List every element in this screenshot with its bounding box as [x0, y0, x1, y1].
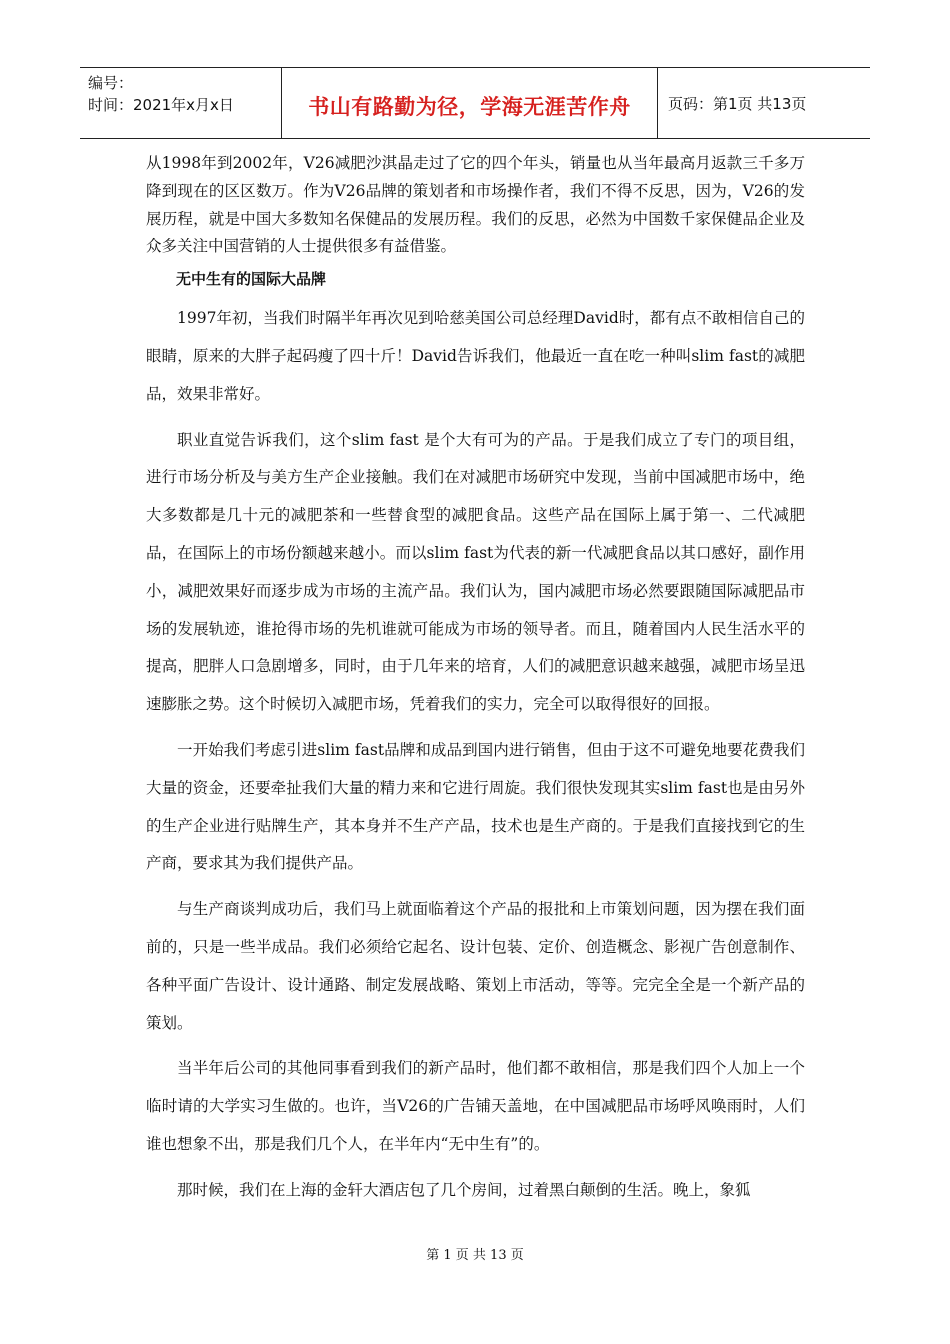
header-motto-cell — [282, 68, 658, 138]
body-paragraph: 一开始我们考虑引进slim fast品牌和成品到国内进行销售，但由于这不可避免地要花费我们大量的资金，还要牵扯我们大量的精力来和它进行周旋。我们很快发现其实slim fast也是由另外的生产企业进行贴牌生产，其本身并不生产产品，技术也是生产商的。于是我们直接找到它的生产商，要求其为我们提供产品。 — [146, 740, 805, 873]
body-paragraph: 1997年初，当我们时隔半年再次见到哈慈美国公司总经理David时，都有点不敢相信自己的眼睛，原来的大胖子起码瘦了四十斤！David告诉我们，他最近一直在吃一种叫slim fast的减肥品，效果非常好。 — [146, 309, 805, 403]
body-paragraph: 那时候，我们在上海的金轩大酒店包了几个房间，过着黑白颠倒的生活。晚上，象狐 — [177, 1180, 751, 1199]
document-number-label: 编号： — [88, 74, 134, 92]
page-header — [80, 67, 870, 139]
body-paragraph: 职业直觉告诉我们，这个slim fast 是个大有可为的产品。于是我们成立了专门的项目组，进行市场分析及与美方生产企业接触。我们在对减肥市场研究中发现，当前中国减肥市场中，绝大多数都是几十元的减肥茶和一些替食型的减肥食品。这些产品在国际上属于第一、二代减肥品，在国际上的市场份额越来越小。而以slim fast为代表的新一代减肥食品以其口感好，副作用小，减肥效果好而逐步成为市场的主流产品。我们认为，国内减肥市场必然要跟随国际减肥品市场的发展轨迹，谁抢得市场的先机谁就可能成为市场的领导者。而且，随着国内人民生活水平的提高，肥胖人口急剧增多，同时，由于几年来的培育，人们的减肥意识越来越强，减肥市场呈迅速膨胀之势。这个时候切入减肥市场，凭着我们的实力，完全可以取得很好的回报。 — [146, 430, 805, 714]
body-paragraph: 与生产商谈判成功后，我们马上就面临着这个产品的报批和上市策划问题，因为摆在我们面前的，只是一些半成品。我们必须给它起名、设计包装、定价、创造概念、影视广告创意制作、各种平面广告设计、设计通路、制定发展战略、策划上市活动，等等。完完全全是一个新产品的策划。 — [146, 900, 805, 1032]
header-meta — [80, 68, 282, 138]
section-heading: 无中生有的国际大品牌 — [176, 270, 327, 289]
header-motto: 书山有路勤为径，学海无涯苦作舟 — [308, 95, 631, 119]
document-time-label: 时间：2021年x月x日 — [88, 96, 234, 114]
header-page-info: 页码：第1页 共13页 — [668, 94, 807, 113]
document-body — [146, 150, 805, 1218]
intro-paragraph: 从1998年到2002年，V26减肥沙淇晶走过了它的四个年头，销量也从当年最高月返款三千多万降到现在的区区数万。作为V26品牌的策划者和市场操作者，我们不得不反思，因为，V26的发展历程，就是中国大多数知名保健品的发展历程。我们的反思，必然为中国数千家保健品企业及众多关注中国营销的人士提供很多有益借鉴。 — [146, 154, 805, 256]
page-footer: 第 1 页 共 13 页 — [426, 1248, 524, 1263]
body-paragraph: 当半年后公司的其他同事看到我们的新产品时，他们都不敢相信，那是我们四个人加上一个临时请的大学实习生做的。也许，当V26的广告铺天盖地，在中国减肥品市场呼风唤雨时，人们谁也想象不出，那是我们几个人，在半年内“无中生有”的。 — [146, 1059, 805, 1153]
